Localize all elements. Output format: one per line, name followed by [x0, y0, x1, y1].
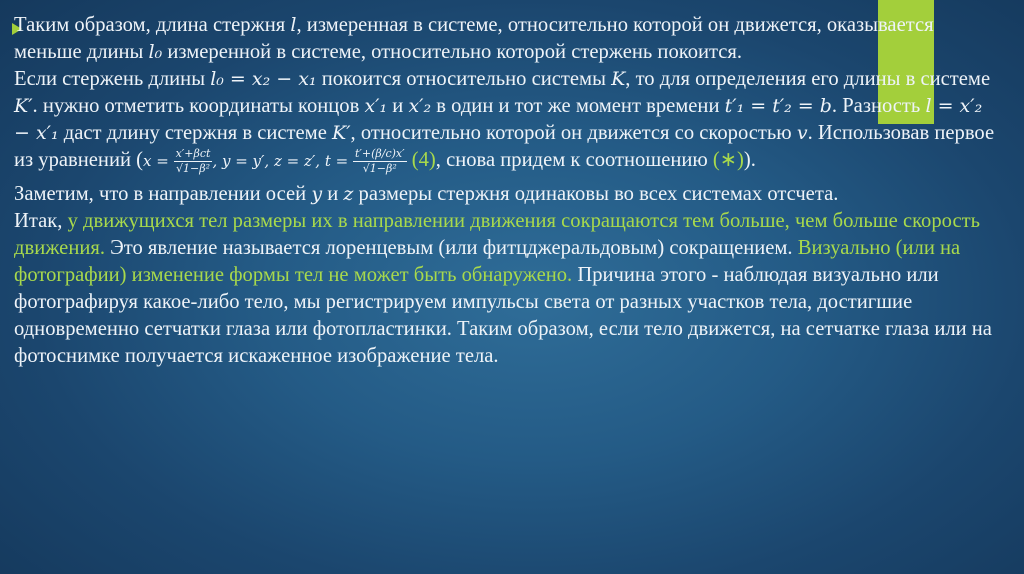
math: x′₂: [408, 95, 432, 117]
math: K: [611, 68, 626, 90]
text: ).: [743, 149, 756, 171]
text: в один и тот же момент времени: [431, 95, 725, 117]
fraction-t: [353, 148, 407, 175]
math: K′: [14, 95, 33, 117]
text: даст длину стержня в системе: [58, 122, 332, 144]
fraction-denominator: √1−β²: [176, 161, 210, 175]
math: x =: [143, 152, 174, 170]
text: покоится относительно системы: [316, 68, 612, 90]
text: Заметим, что в направлении осей: [14, 183, 312, 205]
text: Таким образом, длина стержня: [14, 14, 291, 36]
text: Это явление называется лоренцевым (или фитцджеральдовым) сокращением.: [104, 237, 798, 259]
text: и: [387, 95, 409, 117]
math: , y = y′, z = z′, t =: [212, 152, 353, 170]
paragraph-4: [14, 208, 1004, 370]
text: Итак,: [14, 210, 68, 232]
text: , относительно которой он движется со скоростью: [350, 122, 797, 144]
text: . Разность: [831, 95, 926, 117]
paragraph-2: [14, 66, 1004, 175]
math: x′₁: [364, 95, 388, 117]
paragraph-1: [14, 12, 1004, 66]
math: z: [343, 183, 354, 205]
text: размеры стержня одинаковы во всех системах отсчета.: [353, 183, 839, 205]
math: l₀: [148, 41, 163, 63]
math: y: [311, 183, 323, 205]
math: l = x′₂ − x′₁: [14, 95, 983, 144]
slide-body: [14, 12, 1004, 370]
equation-reference: (∗): [712, 149, 744, 171]
text: Причина этого - наблюдая визуально или фотографируя какое-либо тело, мы регистрируем импульсы света от разных участков тела, достигшие одновременно сетчатки глаза или фотопластинки. Таким образом, если тело движется, на сетчатке глаза или на фотоснимке получается искаженное изображение тела.: [14, 264, 992, 367]
math: t′₁ = t′₂ = b: [724, 95, 832, 117]
math: l₀ = x₂ − x₁: [210, 68, 317, 90]
fraction-numerator: x′+βct: [175, 146, 211, 160]
text: измеренной в системе, относительно которой стержень покоится.: [162, 41, 743, 63]
fraction-x: [174, 148, 213, 175]
equation-reference: (4): [411, 149, 436, 171]
math: l: [290, 14, 297, 36]
text: и: [322, 183, 344, 205]
text: . нужно отметить координаты концов: [32, 95, 365, 117]
text: , измеренная в системе, относительно которой он движется, оказывается меньше длины: [14, 14, 934, 63]
text: Если стержень длины: [14, 68, 211, 90]
highlighted-text: у движущихся тел размеры их в направлении движения сокращаются тем больше, чем больше скорость движения.: [14, 210, 980, 259]
paragraph-3: [14, 181, 1004, 208]
text: , снова придем к соотношению: [435, 149, 713, 171]
text: . Использовав первое из уравнений (: [14, 122, 995, 171]
text: , то для определения его длины в системе: [625, 68, 991, 90]
math: v: [796, 122, 808, 144]
fraction-numerator: t′+(β/c)x′: [354, 146, 405, 160]
fraction-denominator: √1−β²: [362, 161, 397, 175]
math: K′: [332, 122, 351, 144]
highlighted-text: Визуально (или на фотографии) изменение формы тел не может быть обнаружено.: [14, 237, 961, 286]
